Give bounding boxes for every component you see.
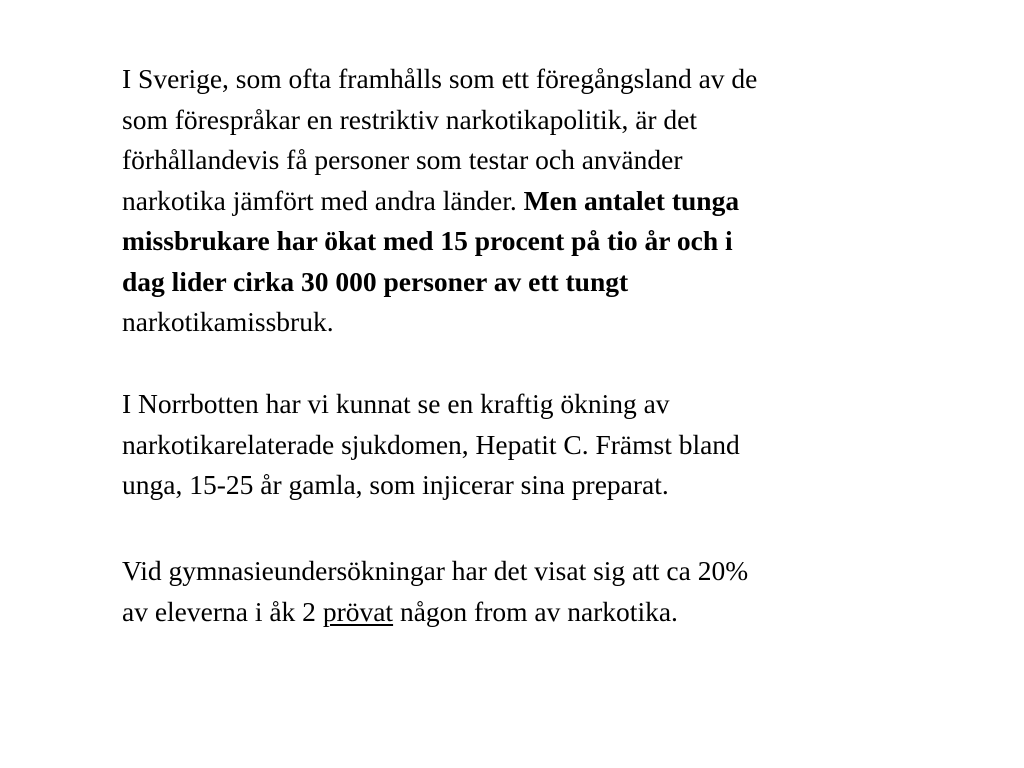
text-line: narkotikarelaterade sjukdomen, Hepatit C. Främst bland	[122, 428, 740, 460]
underlined-word: prövat	[322, 595, 394, 627]
paragraph-sweden-drug-policy	[122, 59, 757, 343]
text-normal: av eleverna i åk 2	[122, 595, 323, 627]
text-bold: Men antalet tunga	[523, 184, 740, 216]
text-line: förhållandevis få personer som testar och använder	[122, 144, 683, 175]
text-bold: dag lider cirka 30 000 personer av ett tungt	[122, 265, 629, 297]
text-normal: någon from av narkotika.	[393, 595, 678, 627]
text-line: narkotikamissbruk.	[122, 306, 334, 337]
text-line	[122, 592, 748, 633]
text-line: I Norrbotten har vi kunnat se en kraftig ökning av	[122, 388, 670, 419]
text-line: unga, 15-25 år gamla, som injicerar sina preparat.	[122, 469, 669, 500]
text-line: I Sverige, som ofta framhålls som ett föregångsland av de	[122, 63, 758, 94]
text-bold: missbrukare har ökat med 15 procent på tio år och i	[122, 225, 733, 256]
text-line: Vid gymnasieundersökningar har det visat sig att ca 20%	[122, 555, 749, 586]
text-normal: narkotika jämfört med andra länder.	[122, 184, 524, 216]
text-line	[122, 181, 757, 222]
paragraph-norrbotten-hepatitis	[122, 384, 740, 506]
paragraph-high-school-survey	[122, 551, 748, 632]
text-line	[122, 221, 757, 262]
text-line	[122, 262, 757, 303]
text-line: som förespråkar en restriktiv narkotikapolitik, är det	[122, 103, 698, 135]
